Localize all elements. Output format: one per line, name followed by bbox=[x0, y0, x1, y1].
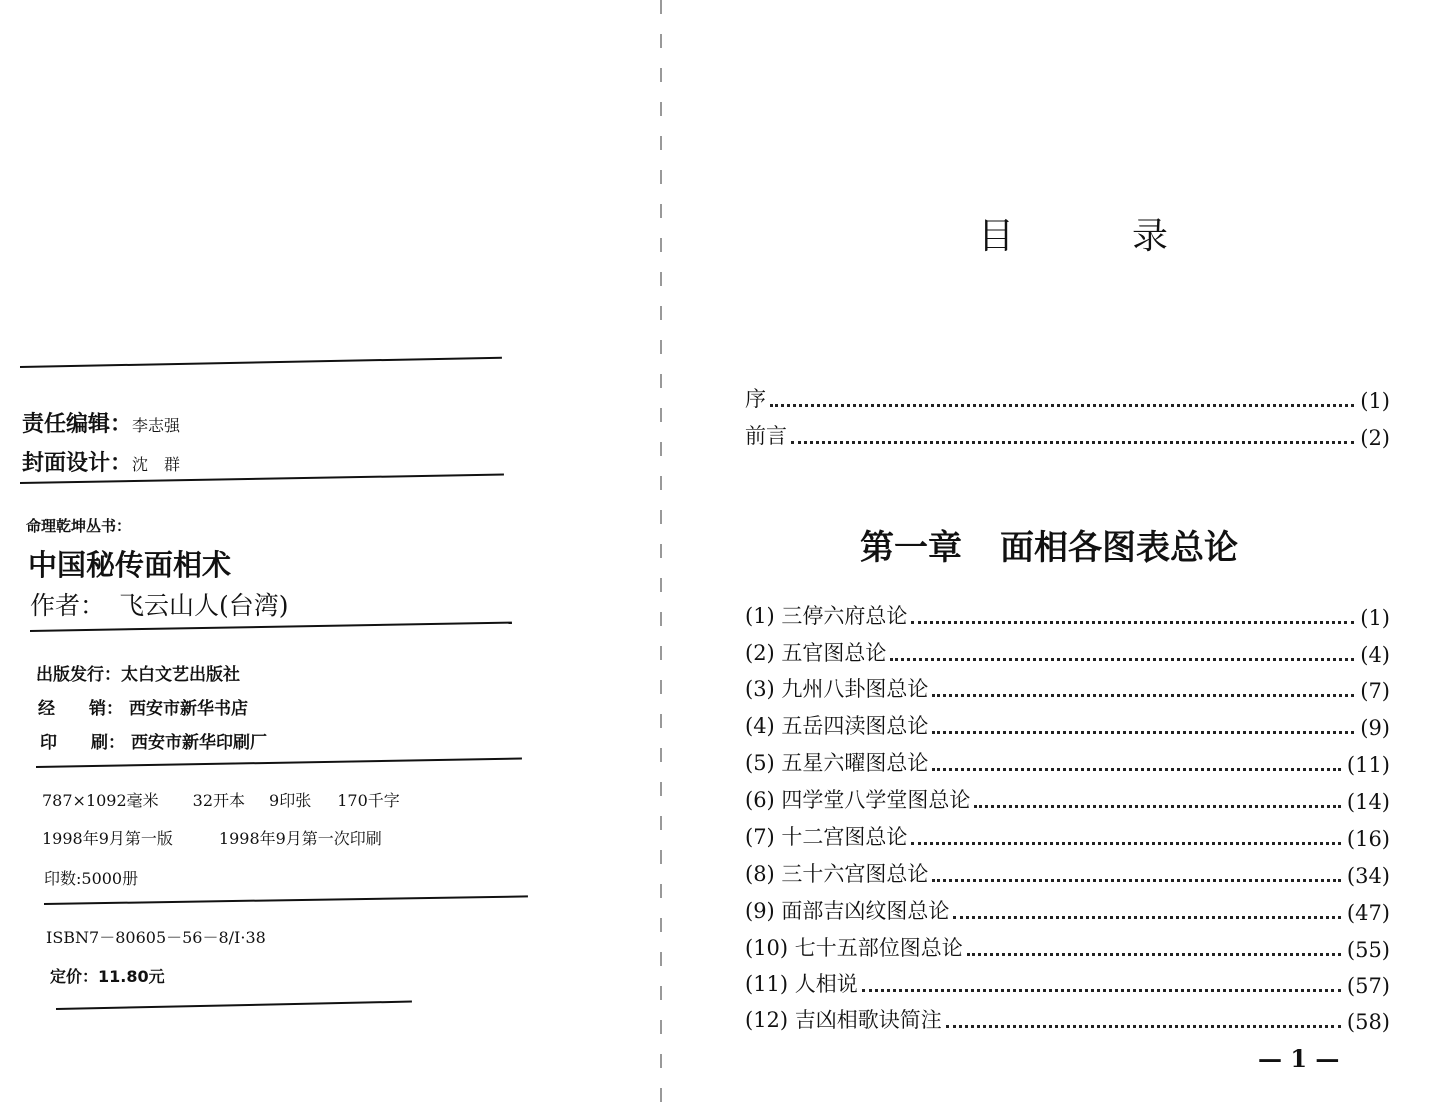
toc-page: (14) bbox=[1346, 790, 1390, 814]
toc-leader bbox=[890, 658, 1354, 661]
rule-after-specs bbox=[44, 895, 528, 905]
toc-label: (8) 三十六宫图总论 bbox=[745, 862, 929, 886]
toc-leader bbox=[974, 805, 1340, 808]
toc-label: (2) 五官图总论 bbox=[745, 641, 887, 665]
toc-leader bbox=[967, 953, 1341, 956]
toc-label: 序 bbox=[745, 387, 766, 411]
toc-label: (3) 九州八卦图总论 bbox=[745, 677, 929, 701]
toc-page: (16) bbox=[1346, 827, 1390, 851]
toc-row-preface[interactable] bbox=[745, 383, 1390, 413]
editor-label: 责任编辑： bbox=[22, 412, 133, 437]
distributor-label: 经 销： bbox=[38, 699, 123, 719]
chapter-title: 面相各图表总论 bbox=[1000, 528, 1238, 568]
toc-row-foreword[interactable] bbox=[745, 420, 1390, 450]
spec-format: 787×1092毫米 bbox=[42, 791, 159, 810]
toc-label: (11) 人相说 bbox=[745, 972, 858, 996]
spec-size: 32开本 bbox=[192, 791, 246, 810]
distributor-line bbox=[38, 694, 248, 719]
toc-label: (4) 五岳四渎图总论 bbox=[745, 714, 929, 738]
toc-leader bbox=[791, 441, 1354, 444]
distributor-name: 西安市新华书店 bbox=[129, 699, 248, 719]
printer-label: 印 刷： bbox=[40, 733, 125, 753]
author-label: 作者： bbox=[30, 591, 106, 620]
toc-row-10[interactable] bbox=[745, 932, 1390, 962]
spec-words: 170千字 bbox=[337, 791, 400, 810]
rule-top bbox=[20, 357, 502, 368]
toc-leader bbox=[932, 694, 1354, 697]
toc-row-12[interactable] bbox=[745, 1004, 1390, 1034]
toc-row-1[interactable] bbox=[745, 600, 1390, 630]
toc-label: (9) 面部吉凶纹图总论 bbox=[745, 899, 950, 923]
toc-leader bbox=[953, 916, 1340, 919]
toc-row-4[interactable] bbox=[745, 710, 1390, 740]
toc-page: (1) bbox=[1360, 606, 1390, 630]
copyright-page bbox=[0, 0, 660, 1103]
publisher-name: 太白文艺出版社 bbox=[121, 665, 240, 685]
toc-row-9[interactable] bbox=[745, 895, 1390, 925]
cover-design-name: 沈 群 bbox=[132, 455, 181, 474]
toc-row-7[interactable] bbox=[745, 821, 1390, 851]
toc-leader bbox=[862, 989, 1341, 992]
page-number: — 1 — bbox=[1258, 1044, 1340, 1073]
toc-page: (55) bbox=[1346, 938, 1390, 962]
printer-name: 西安市新华印刷厂 bbox=[131, 733, 267, 753]
toc-leader bbox=[932, 731, 1354, 734]
publisher-line bbox=[36, 660, 240, 685]
printer-line bbox=[40, 728, 267, 753]
chapter-heading bbox=[860, 520, 1238, 569]
toc-label: 前言 bbox=[745, 424, 787, 448]
toc-row-2[interactable] bbox=[745, 637, 1390, 667]
toc-page: (11) bbox=[1346, 753, 1390, 777]
toc-leader bbox=[911, 621, 1354, 624]
edition-line bbox=[42, 826, 382, 849]
toc-title bbox=[978, 208, 1168, 259]
toc-leader bbox=[932, 879, 1340, 882]
author-name: 飞云山人(台湾) bbox=[119, 591, 289, 620]
printing: 1998年9月第一次印刷 bbox=[218, 829, 382, 848]
toc-title-char-2: 录 bbox=[1131, 216, 1168, 257]
toc-page: (34) bbox=[1346, 864, 1390, 888]
price: 定价：11.80元 bbox=[50, 967, 165, 986]
toc-row-8[interactable] bbox=[745, 858, 1390, 888]
editor-line bbox=[22, 407, 180, 438]
book-title: 中国秘传面相术 bbox=[28, 548, 232, 582]
book-spine bbox=[660, 0, 662, 1103]
toc-page: (58) bbox=[1346, 1010, 1390, 1034]
toc-leader bbox=[770, 404, 1354, 407]
rule-after-author bbox=[30, 622, 512, 632]
toc-page: (57) bbox=[1346, 974, 1390, 998]
cover-design-line bbox=[22, 446, 180, 477]
isbn: ISBN7－80605－56－8/I·38 bbox=[46, 928, 266, 947]
rule-bottom bbox=[56, 1001, 412, 1010]
toc-row-6[interactable] bbox=[745, 784, 1390, 814]
toc-leader bbox=[932, 768, 1340, 771]
toc-page: (1) bbox=[1360, 389, 1390, 413]
print-run: 印数:5000册 bbox=[44, 869, 139, 888]
cover-design-label: 封面设计： bbox=[22, 451, 133, 476]
toc-label: (10) 七十五部位图总论 bbox=[745, 936, 963, 960]
chapter-number: 第一章 bbox=[860, 528, 962, 568]
author-line bbox=[30, 586, 289, 622]
toc-page: (47) bbox=[1346, 901, 1390, 925]
toc-page: (2) bbox=[1360, 426, 1390, 450]
toc-row-5[interactable] bbox=[745, 747, 1390, 777]
toc-label: (6) 四学堂八学堂图总论 bbox=[745, 788, 971, 812]
toc-label: (1) 三停六府总论 bbox=[745, 604, 908, 628]
toc-page: (4) bbox=[1360, 643, 1390, 667]
publisher-label: 出版发行： bbox=[36, 665, 121, 685]
toc-leader bbox=[946, 1025, 1341, 1028]
edition: 1998年9月第一版 bbox=[42, 829, 173, 848]
rule-after-publisher bbox=[36, 758, 522, 768]
toc-label: (7) 十二宫图总论 bbox=[745, 825, 908, 849]
toc-page: (7) bbox=[1360, 679, 1390, 703]
series-name: 命理乾坤丛书： bbox=[26, 517, 132, 535]
toc-leader bbox=[911, 842, 1340, 845]
toc-page: (9) bbox=[1360, 716, 1390, 740]
specs-line bbox=[42, 788, 400, 811]
spec-sheets: 9印张 bbox=[269, 791, 312, 810]
editor-name: 李志强 bbox=[132, 416, 181, 435]
toc-row-11[interactable] bbox=[745, 968, 1390, 998]
toc-row-3[interactable] bbox=[745, 673, 1390, 703]
toc-title-char-1: 目 bbox=[978, 216, 1015, 257]
toc-label: (12) 吉凶相歌诀简注 bbox=[745, 1008, 942, 1032]
toc-label: (5) 五星六曜图总论 bbox=[745, 751, 929, 775]
